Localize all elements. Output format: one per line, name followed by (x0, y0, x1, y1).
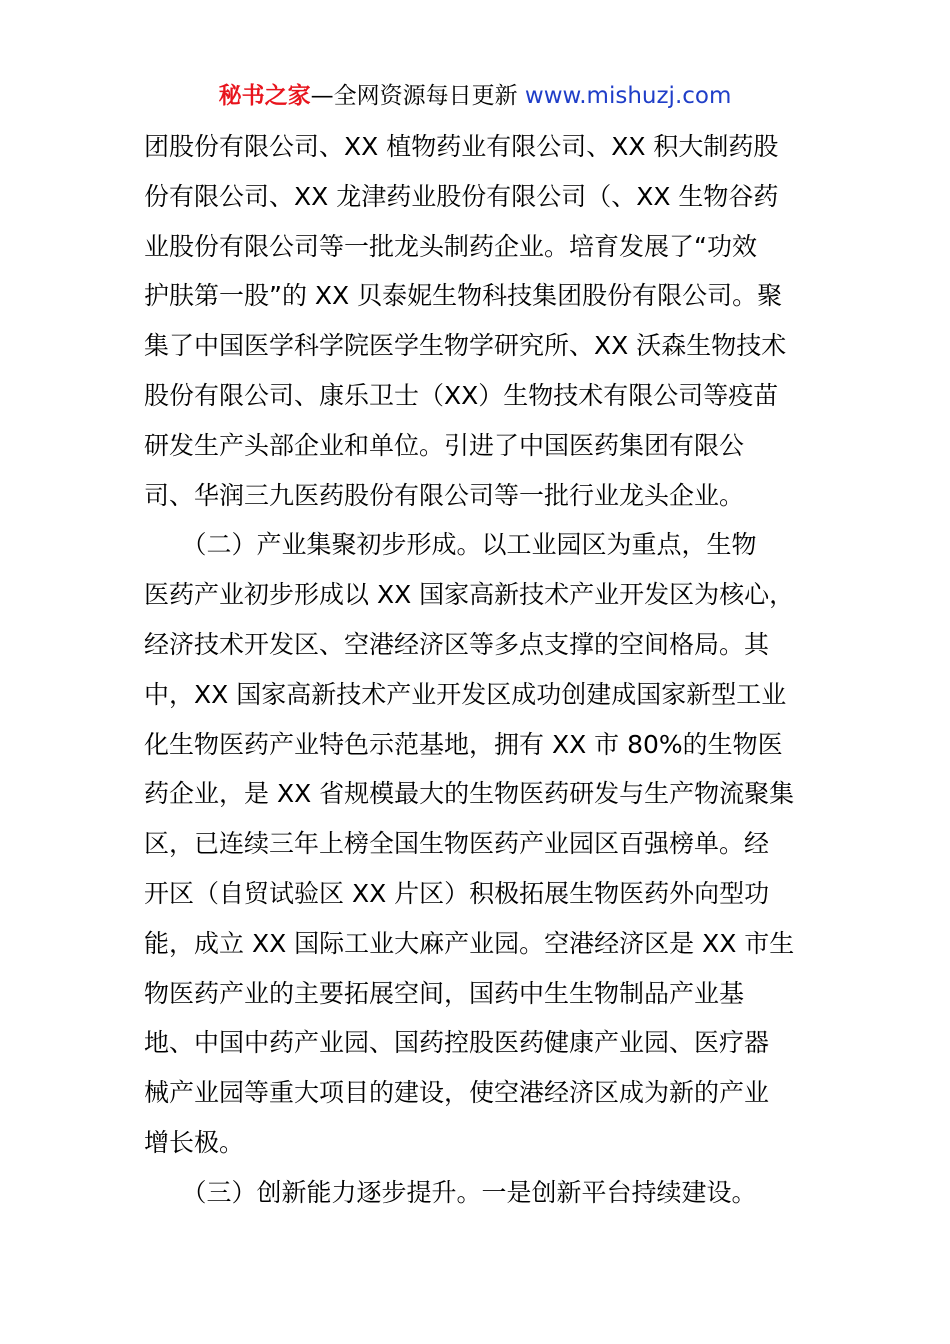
page-header (0, 80, 950, 112)
body-line: 股份有限公司、康乐卫士（XX）生物技术有限公司等疫苗 (144, 380, 779, 410)
document-body (144, 122, 809, 1218)
body-line: 物医药产业的主要拓展空间，国药中生生物制品产业基 (144, 978, 745, 1008)
body-line: 械产业园等重大项目的建设，使空港经济区成为新的产业 (144, 1078, 770, 1108)
header-tagline: —全网资源每日更新 (310, 83, 525, 109)
body-line: 化生物医药产业特色示范基地，拥有 XX 市 80%的生物医 (144, 729, 783, 759)
body-line: 集了中国医学科学院医学生物学研究所、XX 沃森生物技术 (144, 331, 787, 361)
body-line: 份有限公司、XX 龙津药业股份有限公司（、XX 生物谷药 (144, 181, 779, 211)
body-line: 地、中国中药产业园、国药控股医药健康产业园、医疗器 (144, 1028, 770, 1058)
body-line: 药企业，是 XX 省规模最大的生物医药研发与生产物流聚集 (144, 779, 795, 809)
brand-name: 秘书之家 (218, 83, 311, 109)
section-heading-line: （二）产业集聚初步形成。以工业园区为重点，生物 (144, 530, 757, 560)
body-line: 护肤第一股”的 XX 贝泰妮生物科技集团股份有限公司。聚 (144, 281, 783, 311)
body-line: 研发生产头部企业和单位。引进了中国医药集团有限公 (144, 430, 745, 460)
body-line: 业股份有限公司等一批龙头制药企业。培育发展了“功效 (144, 231, 757, 261)
site-url-link[interactable]: www.mishuzj.com (524, 83, 732, 109)
body-line: 团股份有限公司、XX 植物药业有限公司、XX 积大制药股 (144, 132, 779, 161)
body-line: 区，已连续三年上榜全国生物医药产业园区百强榜单。经 (144, 829, 770, 859)
body-line: 开区（自贸试验区 XX 片区）积极拓展生物医药外向型功 (144, 878, 770, 908)
body-line: 能，成立 XX 国际工业大麻产业园。空港经济区是 XX 市生 (144, 928, 795, 958)
body-line: 经济技术开发区、空港经济区等多点支撑的空间格局。其 (144, 629, 770, 659)
section-heading-line: （三）创新能力逐步提升。一是创新平台持续建设。 (144, 1177, 757, 1207)
body-line: 增长极。 (144, 1127, 245, 1157)
body-line: 司、华润三九医药股份有限公司等一批行业龙头企业。 (144, 480, 745, 510)
body-line: 中，XX 国家高新技术产业开发区成功创建成国家新型工业 (144, 679, 787, 709)
body-line: 医药产业初步形成以 XX 国家高新技术产业开发区为核心， (144, 580, 795, 610)
